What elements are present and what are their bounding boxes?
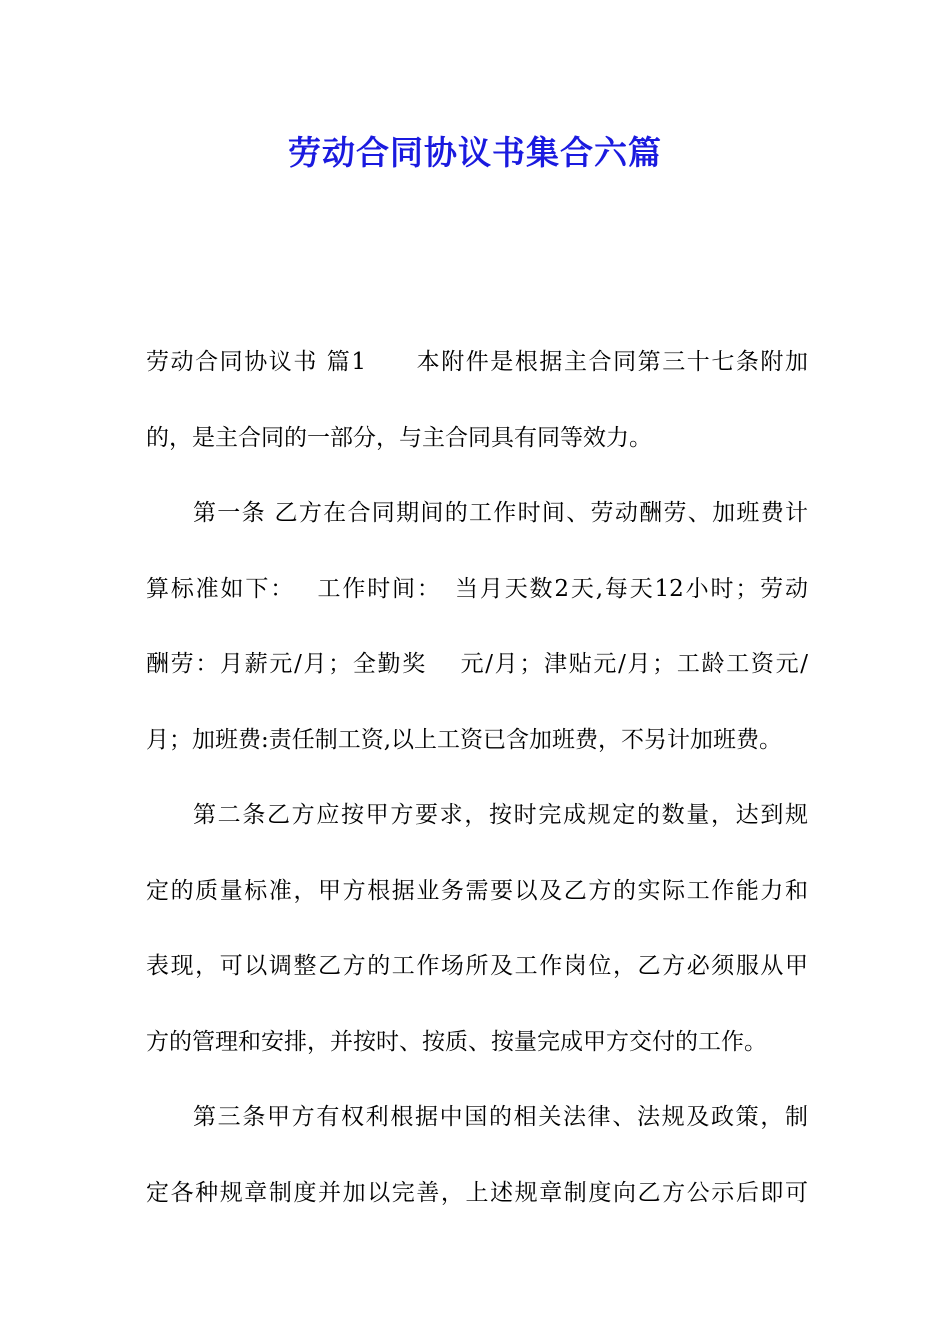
body-line: 第三条甲方有权利根据中国的相关法律、法规及政策，制: [193, 1104, 808, 1130]
body-line: 第一条 乙方在合同期间的工作时间、劳动酬劳、加班费计: [193, 500, 808, 526]
body-line: 第二条乙方应按甲方要求，按时完成规定的数量，达到规: [193, 802, 808, 828]
body-line: 表现，可以调整乙方的工作场所及工作岗位，乙方必须服从甲: [146, 953, 808, 979]
body-line: 方的管理和安排，并按时、按质、按量完成甲方交付的工作。: [146, 1028, 767, 1055]
body-line: 定各种规章制度并加以完善，上述规章制度向乙方公示后即可: [146, 1179, 808, 1206]
body-line: 算标准如下： 工作时间： 当月天数2天,每天12小时；劳动: [146, 575, 808, 602]
body-line: 酬劳：月薪元/月；全勤奖 元/月；津贴元/月；工龄工资元/: [146, 651, 808, 677]
document-body: [146, 337, 808, 1243]
body-line: 劳动合同协议书 篇1 本附件是根据主合同第三十七条附加: [146, 349, 808, 375]
body-line: 月；加班费:责任制工资,以上工资已含加班费，不另计加班费。: [146, 726, 783, 753]
body-line: 定的质量标准，甲方根据业务需要以及乙方的实际工作能力和: [146, 877, 808, 904]
document-title: 劳动合同协议书集合六篇: [288, 133, 662, 172]
body-line: 的，是主合同的一部分，与主合同具有同等效力。: [146, 424, 652, 451]
